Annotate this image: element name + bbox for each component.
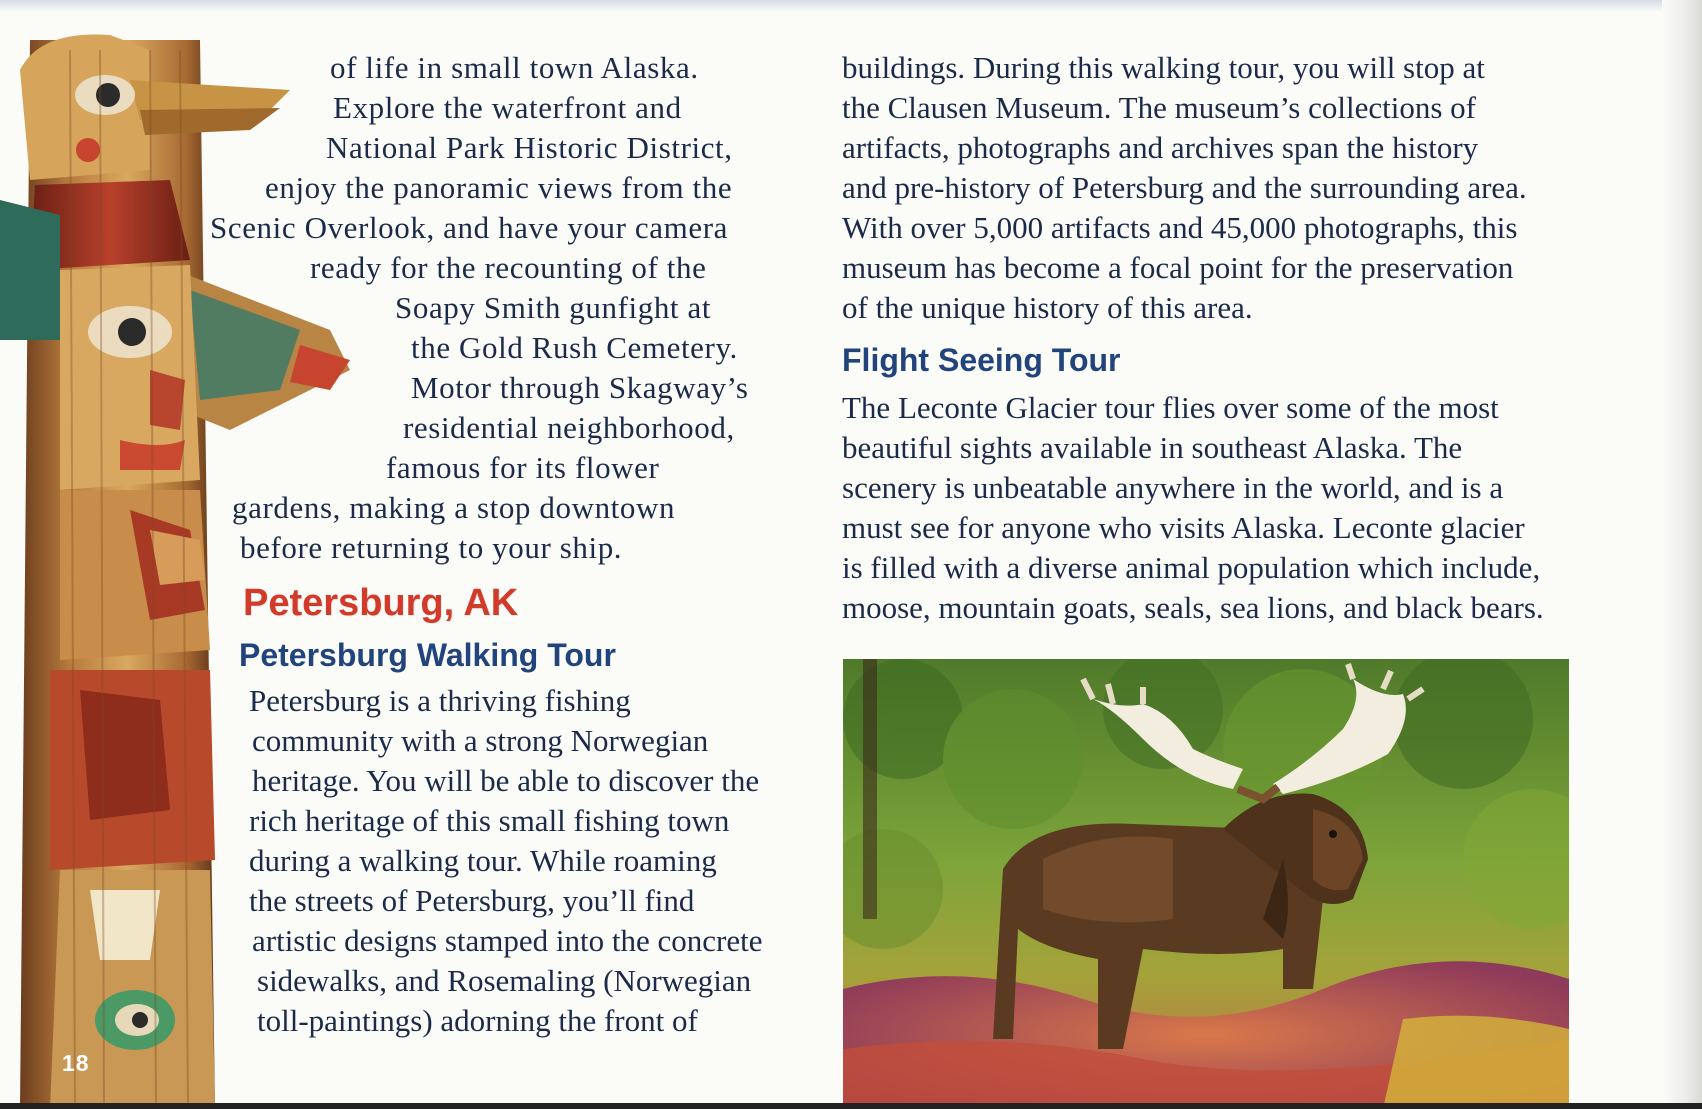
text-line: must see for anyone who visits Alaska. Leconte glacier	[842, 510, 1525, 545]
text-line: toll-paintings) adorning the front of	[257, 1003, 698, 1038]
text-line: artifacts, photographs and archives span the history	[842, 130, 1479, 165]
text-line: residential neighborhood,	[403, 410, 735, 445]
text-line: and pre-history of Petersburg and the surrounding area.	[842, 170, 1527, 205]
moose-photo	[843, 659, 1569, 1109]
text-line: famous for its flower	[386, 450, 660, 485]
text-line: sidewalks, and Rosemaling (Norwegian	[257, 963, 752, 998]
walking-tour-heading: Petersburg Walking Tour	[239, 637, 616, 673]
location-heading: Petersburg, AK	[243, 582, 519, 624]
text-line: moose, mountain goats, seals, sea lions, and black bears.	[842, 590, 1544, 625]
text-line: National Park Historic District,	[326, 130, 733, 165]
text-line: Soapy Smith gunfight at	[395, 290, 712, 325]
text-line: museum has become a focal point for the preservation	[842, 250, 1514, 285]
text-line: Petersburg is a thriving fishing	[249, 683, 631, 718]
text-line: scenery is unbeatable anywhere in the world, and is a	[842, 470, 1504, 505]
text-line: during a walking tour. While roaming	[249, 843, 717, 878]
page-number: 18	[62, 1050, 90, 1076]
text-line: buildings. During this walking tour, you will stop at	[842, 50, 1485, 85]
text-line: of the unique history of this area.	[842, 290, 1253, 325]
text-line: enjoy the panoramic views from the	[265, 170, 733, 205]
page-spine-shadow	[1662, 0, 1702, 1109]
text-line: beautiful sights available in southeast Alaska. The	[842, 430, 1463, 465]
text-line: gardens, making a stop downtown	[232, 490, 676, 525]
text-line: the Gold Rush Cemetery.	[411, 330, 738, 365]
text-line: The Leconte Glacier tour flies over some of the most	[842, 390, 1499, 425]
text-line: of life in small town Alaska.	[330, 50, 699, 85]
text-line: Explore the waterfront and	[333, 90, 682, 125]
text-line: the Clausen Museum. The museum’s collections of	[842, 90, 1476, 125]
text-line: With over 5,000 artifacts and 45,000 photographs, this	[842, 210, 1518, 245]
flight-tour-heading: Flight Seeing Tour	[842, 342, 1121, 378]
text-line: ready for the recounting of the	[310, 250, 707, 285]
text-line: is filled with a diverse animal population which include,	[842, 550, 1541, 585]
text-line: the streets of Petersburg, you’ll find	[249, 883, 695, 918]
text-line: Scenic Overlook, and have your camera	[210, 210, 728, 245]
text-line: rich heritage of this small fishing town	[249, 803, 730, 838]
text-line: heritage. You will be able to discover the	[252, 763, 760, 798]
page-bottom-edge	[0, 1103, 1702, 1109]
text-line: artistic designs stamped into the concrete	[252, 923, 763, 958]
text-line: before returning to your ship.	[240, 530, 623, 565]
text-line: community with a strong Norwegian	[252, 723, 709, 758]
text-line: Motor through Skagway’s	[411, 370, 749, 405]
